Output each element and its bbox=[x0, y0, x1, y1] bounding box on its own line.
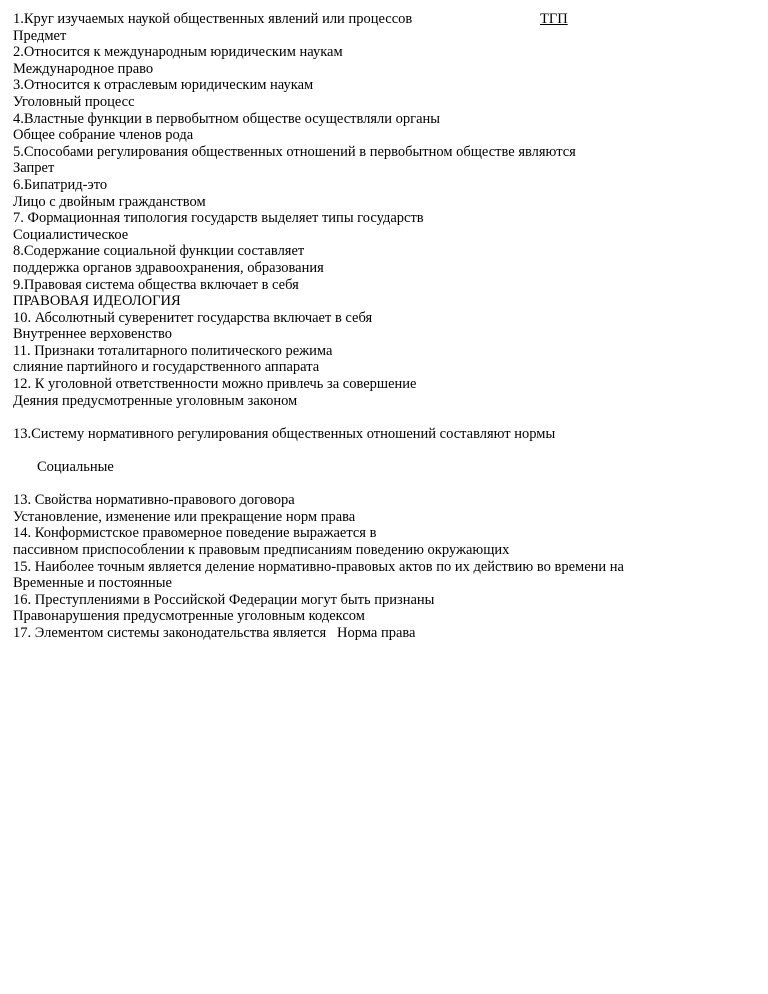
line-text: Лицо с двойным гражданством bbox=[13, 193, 206, 210]
text-line bbox=[13, 28, 760, 45]
line-text: 6.Бипатрид-это bbox=[13, 176, 108, 193]
text-block bbox=[13, 11, 760, 642]
line-text: 15. Наиболее точным является деление нормативно-правовых актов по их действию во времени на bbox=[13, 558, 624, 575]
line-text: Общее собрание членов рода bbox=[13, 127, 194, 144]
blank-line bbox=[13, 409, 760, 426]
line-text: 17. Элементом системы законодательства является Норма права bbox=[13, 624, 416, 641]
line-text: 7. Формационная типология государств выделяет типы государств bbox=[13, 210, 424, 227]
text-line bbox=[13, 393, 760, 410]
line-text: Международное право bbox=[13, 60, 154, 77]
text-line bbox=[13, 592, 760, 609]
text-line bbox=[13, 625, 760, 642]
line-text: слияние партийного и государственного аппарата bbox=[13, 359, 320, 376]
text-line bbox=[13, 492, 760, 509]
text-line bbox=[13, 459, 760, 476]
text-line bbox=[13, 559, 760, 576]
text-line bbox=[13, 426, 760, 443]
text-line bbox=[13, 509, 760, 526]
text-line bbox=[13, 575, 760, 592]
line-text: поддержка органов здравоохранения, образования bbox=[13, 259, 324, 276]
text-line bbox=[13, 608, 760, 625]
line-text: 1.Круг изучаемых наукой общественных явлений или процессов bbox=[13, 11, 413, 27]
text-line bbox=[13, 326, 760, 343]
line-text: 11. Признаки тоталитарного политического режима bbox=[13, 342, 333, 359]
blank-line bbox=[13, 442, 760, 459]
line-text: 16. Преступлениями в Российской Федерации могут быть признаны bbox=[13, 591, 435, 608]
line-text: Социальные bbox=[37, 459, 114, 476]
line-text: Социалистическое bbox=[13, 226, 129, 243]
text-line bbox=[13, 310, 760, 327]
line-text: ПРАВОВАЯ ИДЕОЛОГИЯ bbox=[13, 293, 181, 310]
text-line bbox=[13, 160, 760, 177]
line-text: 10. Абсолютный суверенитет государства включает в себя bbox=[13, 309, 373, 326]
line-text: 3.Относится к отраслевым юридическим наукам bbox=[13, 77, 314, 94]
text-line bbox=[13, 343, 760, 360]
text-line bbox=[13, 260, 760, 277]
text-line bbox=[13, 194, 760, 211]
text-line bbox=[13, 177, 760, 194]
line-text: 2.Относится к международным юридическим наукам bbox=[13, 44, 343, 61]
line-text: пассивном приспособлении к правовым предписаниям поведению окружающих bbox=[13, 542, 510, 558]
text-line bbox=[13, 144, 760, 161]
text-line bbox=[13, 210, 760, 227]
line-text: Уголовный процесс bbox=[13, 93, 135, 110]
text-line bbox=[13, 542, 760, 559]
line-text: Внутреннее верховенство bbox=[13, 326, 173, 343]
text-line bbox=[13, 94, 760, 111]
text-line bbox=[13, 359, 760, 376]
text-line bbox=[13, 227, 760, 244]
line-text: Запрет bbox=[13, 160, 55, 177]
text-line bbox=[13, 277, 760, 294]
text-line bbox=[13, 11, 760, 28]
text-line bbox=[13, 525, 760, 542]
line-text: 12. К уголовной ответственности можно привлечь за совершение bbox=[13, 376, 417, 393]
line-text: Правонарушения предусмотренные уголовным кодексом bbox=[13, 608, 365, 625]
text-line bbox=[13, 243, 760, 260]
line-text: 9.Правовая система общества включает в себя bbox=[13, 276, 299, 293]
line-text: Временные и постоянные bbox=[13, 575, 172, 592]
line-text: 13.Систему нормативного регулирования общественных отношений составляют нормы bbox=[13, 425, 556, 442]
text-line bbox=[13, 127, 760, 144]
line-text: 4.Властные функции в первобытном обществе осуществляли органы bbox=[13, 110, 441, 127]
line-text: 5.Способами регулирования общественных отношений в первобытном обществе являются bbox=[13, 143, 576, 160]
line-text: Предмет bbox=[13, 27, 67, 44]
text-line bbox=[13, 111, 760, 128]
line-text: 8.Содержание социальной функции составляет bbox=[13, 243, 305, 260]
underlined-answer: ТГП bbox=[540, 11, 568, 27]
text-line bbox=[13, 77, 760, 94]
line-text: Деяния предусмотренные уголовным законом bbox=[13, 392, 298, 409]
line-text: 13. Свойства нормативно-правового договора bbox=[13, 492, 295, 509]
text-line bbox=[13, 44, 760, 61]
text-line bbox=[13, 293, 760, 310]
line-text: Установление, изменение или прекращение норм права bbox=[13, 508, 356, 525]
text-line bbox=[13, 376, 760, 393]
line-text: 14. Конформистское правомерное поведение выражается в bbox=[13, 525, 377, 542]
text-line bbox=[13, 61, 760, 78]
blank-line bbox=[13, 476, 760, 493]
